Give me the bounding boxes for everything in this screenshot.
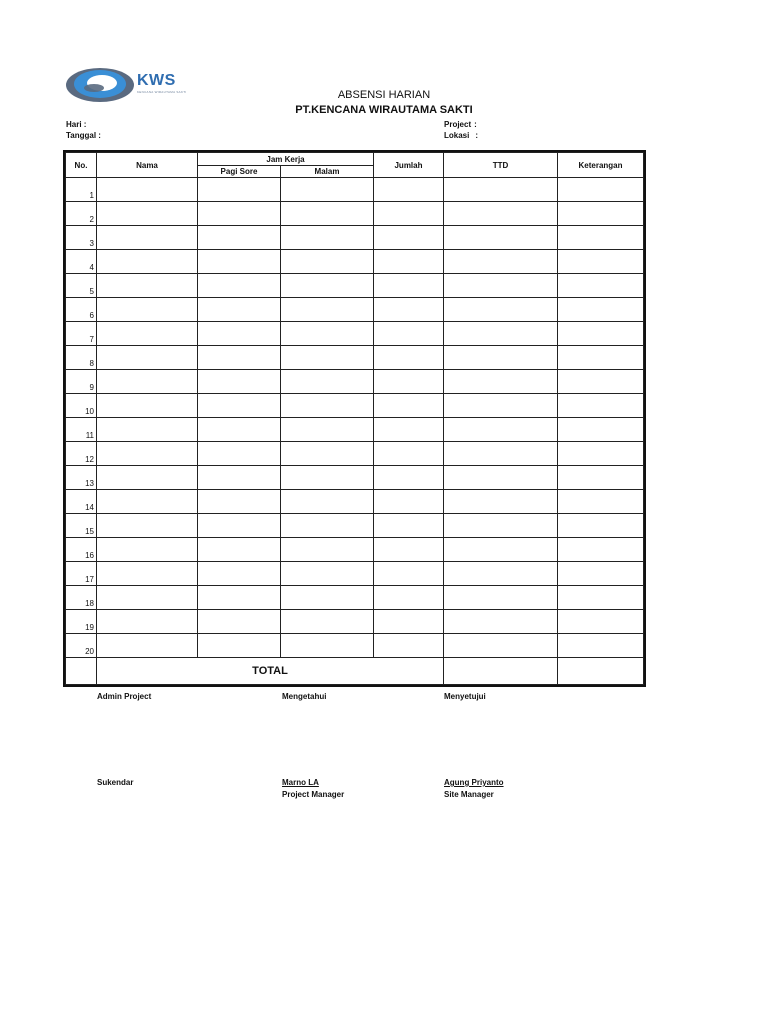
keterangan-cell [558, 178, 644, 202]
jumlah-cell [374, 538, 444, 562]
malam-cell [281, 466, 374, 490]
keterangan-cell [558, 442, 644, 466]
row-number: 12 [66, 442, 97, 466]
keterangan-cell [558, 490, 644, 514]
keterangan-cell [558, 586, 644, 610]
keterangan-cell [558, 466, 644, 490]
ttd-cell [444, 562, 558, 586]
keterangan-cell [558, 562, 644, 586]
total-label: TOTAL [97, 658, 444, 685]
jumlah-cell [374, 370, 444, 394]
nama-cell [97, 418, 198, 442]
malam-cell [281, 322, 374, 346]
nama-cell [97, 490, 198, 514]
row-number: 7 [66, 322, 97, 346]
ttd-cell [444, 514, 558, 538]
table-row [66, 634, 644, 658]
ttd-cell [444, 610, 558, 634]
jumlah-cell [374, 298, 444, 322]
table-row [66, 394, 644, 418]
jumlah-cell [374, 226, 444, 250]
header-keterangan: Keterangan [558, 153, 644, 178]
ttd-cell [444, 586, 558, 610]
table-row [66, 178, 644, 202]
header-jam-kerja: Jam Kerja [198, 153, 374, 166]
jumlah-cell [374, 634, 444, 658]
keterangan-cell [558, 394, 644, 418]
keterangan-cell [558, 346, 644, 370]
nama-cell [97, 562, 198, 586]
table-row [66, 418, 644, 442]
nama-cell [97, 298, 198, 322]
nama-cell [97, 346, 198, 370]
malam-cell [281, 586, 374, 610]
jumlah-cell [374, 178, 444, 202]
nama-cell [97, 226, 198, 250]
table-row [66, 346, 644, 370]
table-row [66, 202, 644, 226]
pagi-sore-cell [198, 226, 281, 250]
total-keterangan-cell [558, 658, 644, 685]
table-row [66, 250, 644, 274]
keterangan-cell [558, 274, 644, 298]
total-no-cell [66, 658, 97, 685]
row-number: 15 [66, 514, 97, 538]
table-row [66, 442, 644, 466]
malam-cell [281, 514, 374, 538]
malam-cell [281, 394, 374, 418]
logo-brand-text: KWS [137, 72, 176, 89]
header-pagi-sore: Pagi Sore [198, 166, 281, 178]
mengetahui-title: Project Manager [282, 790, 345, 799]
header-nama: Nama [97, 153, 198, 178]
malam-cell [281, 370, 374, 394]
table-row [66, 274, 644, 298]
ttd-cell [444, 394, 558, 418]
jumlah-cell [374, 250, 444, 274]
ttd-cell [444, 346, 558, 370]
table-row [66, 610, 644, 634]
row-number: 3 [66, 226, 97, 250]
ttd-cell [444, 538, 558, 562]
keterangan-cell [558, 610, 644, 634]
nama-cell [97, 178, 198, 202]
header-no: No. [66, 153, 97, 178]
jumlah-cell [374, 466, 444, 490]
jumlah-cell [374, 514, 444, 538]
jumlah-cell [374, 442, 444, 466]
row-number: 2 [66, 202, 97, 226]
menyetujui-name: Agung Priyanto [444, 778, 504, 787]
total-ttd-cell [444, 658, 558, 685]
lokasi-field [444, 131, 478, 140]
jumlah-cell [374, 274, 444, 298]
nama-cell [97, 394, 198, 418]
lokasi-colon: : [475, 131, 479, 140]
keterangan-cell [558, 370, 644, 394]
project-field [444, 120, 477, 129]
attendance-rows [66, 178, 644, 658]
jumlah-cell [374, 610, 444, 634]
keterangan-cell [558, 538, 644, 562]
keterangan-cell [558, 322, 644, 346]
row-number: 18 [66, 586, 97, 610]
malam-cell [281, 634, 374, 658]
pagi-sore-cell [198, 442, 281, 466]
jumlah-cell [374, 490, 444, 514]
row-number: 11 [66, 418, 97, 442]
pagi-sore-cell [198, 394, 281, 418]
jumlah-cell [374, 202, 444, 226]
nama-cell [97, 202, 198, 226]
jumlah-cell [374, 562, 444, 586]
malam-cell [281, 418, 374, 442]
pagi-sore-cell [198, 322, 281, 346]
ttd-cell [444, 634, 558, 658]
row-number: 5 [66, 274, 97, 298]
ttd-cell [444, 442, 558, 466]
admin-role: Admin Project [97, 692, 152, 701]
nama-cell [97, 274, 198, 298]
ttd-cell [444, 226, 558, 250]
logo-tagline: KENCANA WIRAUTAMA SAKTI [137, 90, 187, 94]
pagi-sore-cell [198, 562, 281, 586]
keterangan-cell [558, 202, 644, 226]
row-number: 6 [66, 298, 97, 322]
nama-cell [97, 538, 198, 562]
nama-cell [97, 322, 198, 346]
row-number: 9 [66, 370, 97, 394]
pagi-sore-cell [198, 490, 281, 514]
malam-cell [281, 610, 374, 634]
jumlah-cell [374, 418, 444, 442]
keterangan-cell [558, 298, 644, 322]
ttd-cell [444, 370, 558, 394]
keterangan-cell [558, 250, 644, 274]
malam-cell [281, 298, 374, 322]
header-malam: Malam [281, 166, 374, 178]
row-number: 16 [66, 538, 97, 562]
tanggal-label: Tanggal : [66, 131, 101, 140]
project-colon: : [474, 120, 477, 129]
nama-cell [97, 250, 198, 274]
table-row [66, 298, 644, 322]
malam-cell [281, 346, 374, 370]
nama-cell [97, 370, 198, 394]
table-row [66, 562, 644, 586]
document-title: ABSENSI HARIAN [337, 89, 431, 101]
menyetujui-label: Menyetujui [444, 692, 486, 701]
nama-cell [97, 514, 198, 538]
malam-cell [281, 226, 374, 250]
jumlah-cell [374, 322, 444, 346]
table-row [66, 322, 644, 346]
nama-cell [97, 634, 198, 658]
keterangan-cell [558, 634, 644, 658]
pagi-sore-cell [198, 346, 281, 370]
row-number: 10 [66, 394, 97, 418]
table-row [66, 514, 644, 538]
company-name: PT.KENCANA WIRAUTAMA SAKTI [295, 104, 473, 116]
pagi-sore-cell [198, 514, 281, 538]
hari-label: Hari : [66, 120, 87, 129]
table-row [66, 466, 644, 490]
pagi-sore-cell [198, 178, 281, 202]
jumlah-cell [374, 346, 444, 370]
row-number: 17 [66, 562, 97, 586]
malam-cell [281, 442, 374, 466]
ttd-cell [444, 178, 558, 202]
mengetahui-name: Marno LA [282, 778, 319, 787]
table-row [66, 538, 644, 562]
malam-cell [281, 274, 374, 298]
table-row [66, 490, 644, 514]
pagi-sore-cell [198, 298, 281, 322]
nama-cell [97, 586, 198, 610]
admin-name: Sukendar [97, 778, 134, 787]
header-jumlah: Jumlah [374, 153, 444, 178]
table-row [66, 370, 644, 394]
total-row [66, 658, 644, 685]
nama-cell [97, 442, 198, 466]
ttd-cell [444, 322, 558, 346]
pagi-sore-cell [198, 250, 281, 274]
row-number: 20 [66, 634, 97, 658]
malam-cell [281, 202, 374, 226]
malam-cell [281, 250, 374, 274]
ttd-cell [444, 418, 558, 442]
malam-cell [281, 178, 374, 202]
pagi-sore-cell [198, 370, 281, 394]
menyetujui-title: Site Manager [444, 790, 494, 799]
pagi-sore-cell [198, 610, 281, 634]
keterangan-cell [558, 418, 644, 442]
row-number: 19 [66, 610, 97, 634]
keterangan-cell [558, 514, 644, 538]
table-row [66, 226, 644, 250]
ttd-cell [444, 274, 558, 298]
malam-cell [281, 538, 374, 562]
nama-cell [97, 610, 198, 634]
attendance-table [65, 152, 644, 685]
ttd-cell [444, 490, 558, 514]
nama-cell [97, 466, 198, 490]
pagi-sore-cell [198, 466, 281, 490]
row-number: 8 [66, 346, 97, 370]
project-label: Project [444, 120, 472, 129]
ttd-cell [444, 466, 558, 490]
row-number: 1 [66, 178, 97, 202]
malam-cell [281, 490, 374, 514]
pagi-sore-cell [198, 274, 281, 298]
jumlah-cell [374, 394, 444, 418]
keterangan-cell [558, 226, 644, 250]
ttd-cell [444, 202, 558, 226]
malam-cell [281, 562, 374, 586]
pagi-sore-cell [198, 586, 281, 610]
table-row [66, 586, 644, 610]
row-number: 13 [66, 466, 97, 490]
pagi-sore-cell [198, 202, 281, 226]
jumlah-cell [374, 586, 444, 610]
row-number: 14 [66, 490, 97, 514]
ttd-cell [444, 298, 558, 322]
lokasi-label: Lokasi [444, 131, 470, 140]
pagi-sore-cell [198, 538, 281, 562]
pagi-sore-cell [198, 418, 281, 442]
ttd-cell [444, 250, 558, 274]
header-ttd: TTD [444, 153, 558, 178]
pagi-sore-cell [198, 634, 281, 658]
row-number: 4 [66, 250, 97, 274]
mengetahui-label: Mengetahui [282, 692, 327, 701]
